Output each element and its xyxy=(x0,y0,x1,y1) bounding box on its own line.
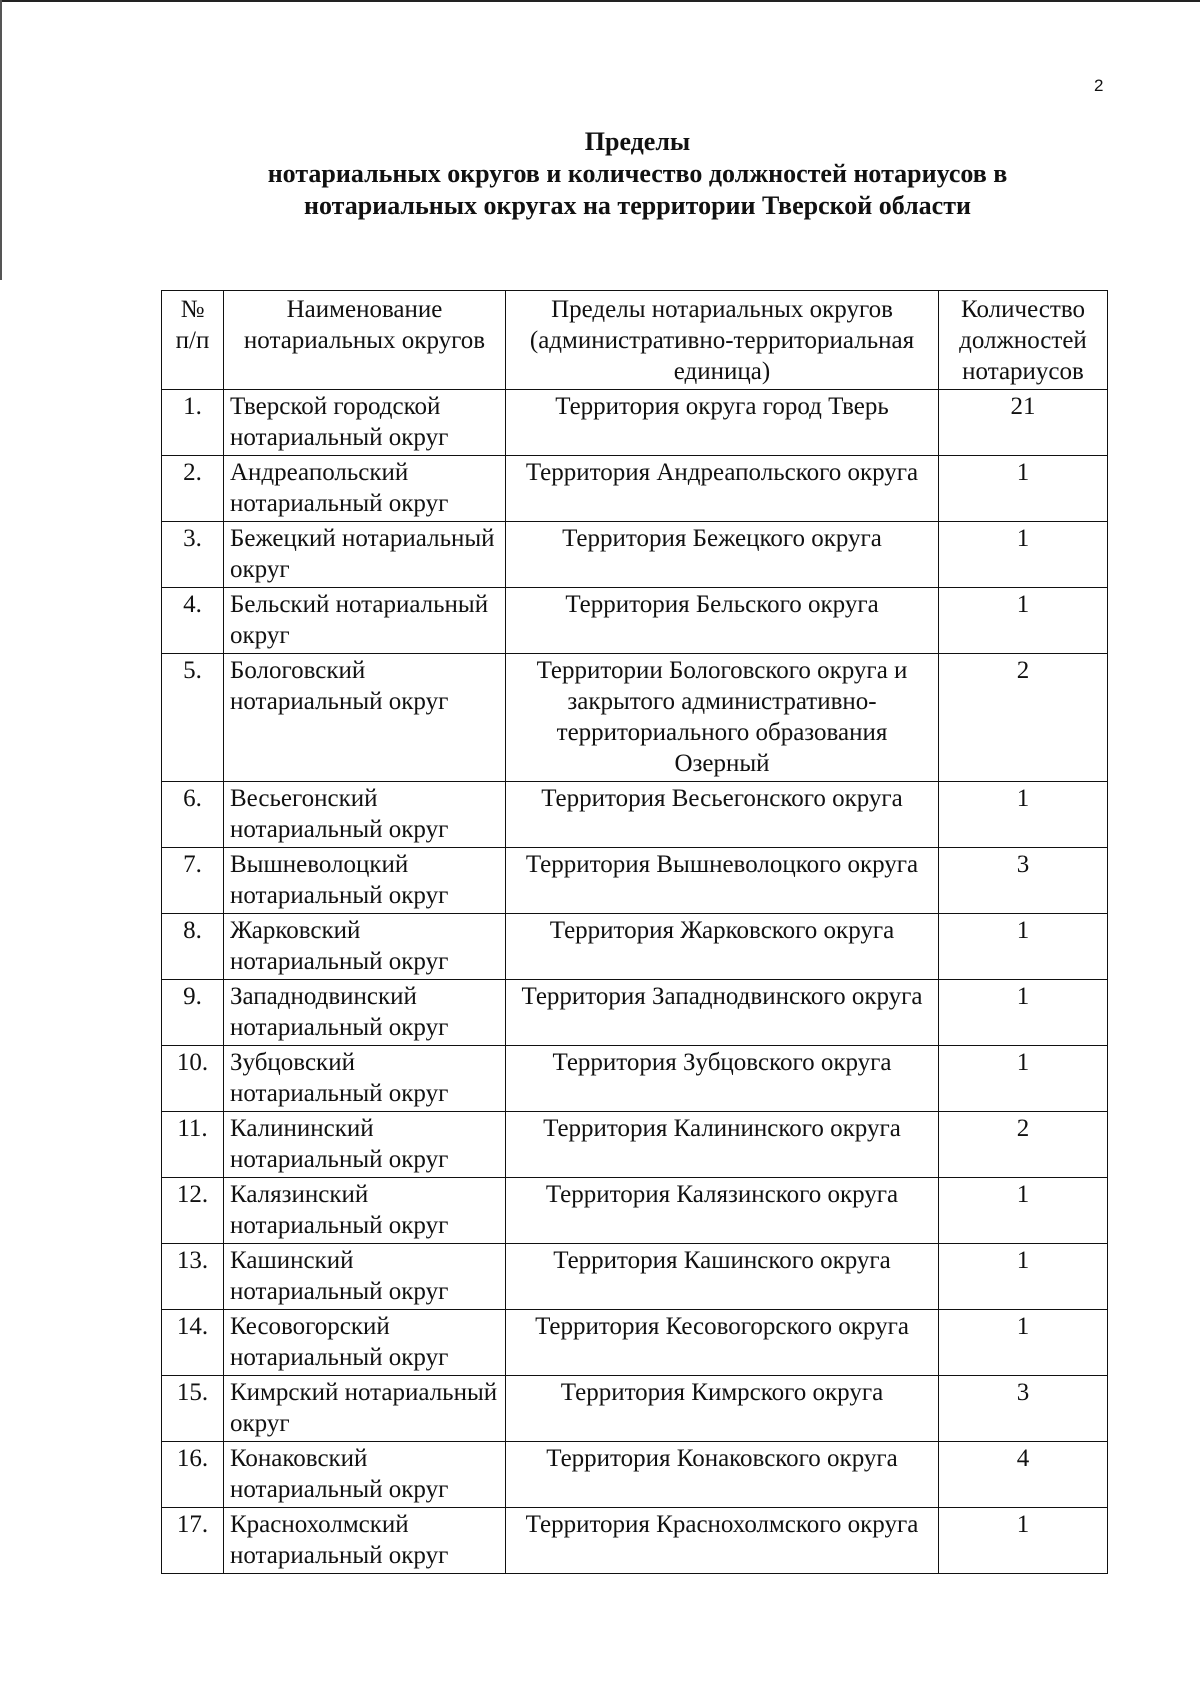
district-territory-cell: Территория Калининского округа xyxy=(506,1112,939,1178)
district-territory-cell: Территория Конаковского округа xyxy=(506,1442,939,1508)
notary-count-cell: 1 xyxy=(939,782,1108,848)
header-area: Пределы нотариальных округов (административно-территориальная единица) xyxy=(506,291,939,390)
district-name-cell: Бологовский нотариальный округ xyxy=(224,654,506,782)
row-number-cell: 5. xyxy=(162,654,224,782)
table-row xyxy=(162,654,1108,782)
table-row xyxy=(162,1376,1108,1442)
district-name-cell: Зубцовский нотариальный округ xyxy=(224,1046,506,1112)
table-header-row xyxy=(162,291,1108,390)
district-territory-cell: Территория Кимрского округа xyxy=(506,1376,939,1442)
table-row xyxy=(162,782,1108,848)
table-row xyxy=(162,588,1108,654)
title-line-2: нотариальных округов и количество должностей нотариусов в xyxy=(267,159,1008,188)
table-row xyxy=(162,914,1108,980)
row-number-cell: 15. xyxy=(162,1376,224,1442)
row-number-cell: 3. xyxy=(162,522,224,588)
document-title xyxy=(150,126,1125,222)
row-number-cell: 10. xyxy=(162,1046,224,1112)
notary-count-cell: 1 xyxy=(939,1310,1108,1376)
district-territory-cell: Территория Андреапольского округа xyxy=(506,456,939,522)
table-row xyxy=(162,1046,1108,1112)
notary-count-cell: 1 xyxy=(939,522,1108,588)
district-name-cell: Бежецкий нотариальный округ xyxy=(224,522,506,588)
district-name-cell: Кимрский нотариальный округ xyxy=(224,1376,506,1442)
district-territory-cell: Территория Калязинского округа xyxy=(506,1178,939,1244)
table-row xyxy=(162,1178,1108,1244)
notary-count-cell: 3 xyxy=(939,1376,1108,1442)
scan-edge-left xyxy=(0,0,2,280)
notary-count-cell: 1 xyxy=(939,1178,1108,1244)
notary-count-cell: 1 xyxy=(939,456,1108,522)
table-row xyxy=(162,1244,1108,1310)
row-number-cell: 1. xyxy=(162,390,224,456)
table-row xyxy=(162,1310,1108,1376)
row-number-cell: 12. xyxy=(162,1178,224,1244)
scan-edge-top xyxy=(0,0,1200,2)
district-name-cell: Бельский нотариальный округ xyxy=(224,588,506,654)
table-row xyxy=(162,522,1108,588)
table-row xyxy=(162,848,1108,914)
header-count: Количество должностей нотариусов xyxy=(939,291,1108,390)
district-territory-cell: Территория Бежецкого округа xyxy=(506,522,939,588)
district-territory-cell: Территория Весьегонского округа xyxy=(506,782,939,848)
district-territory-cell: Территория Жарковского округа xyxy=(506,914,939,980)
district-territory-cell: Территория Западнодвинского округа xyxy=(506,980,939,1046)
notary-count-cell: 3 xyxy=(939,848,1108,914)
district-name-cell: Калязинский нотариальный округ xyxy=(224,1178,506,1244)
notary-count-cell: 1 xyxy=(939,588,1108,654)
page-number: 2 xyxy=(1094,76,1104,95)
row-number-cell: 2. xyxy=(162,456,224,522)
row-number-cell: 8. xyxy=(162,914,224,980)
district-territory-cell: Территория Вышневолоцкого округа xyxy=(506,848,939,914)
notary-count-cell: 1 xyxy=(939,1508,1108,1574)
row-number-cell: 7. xyxy=(162,848,224,914)
district-territory-cell: Территория Кашинского округа xyxy=(506,1244,939,1310)
district-name-cell: Калининский нотариальный округ xyxy=(224,1112,506,1178)
notary-count-cell: 1 xyxy=(939,980,1108,1046)
district-name-cell: Весьегонский нотариальный округ xyxy=(224,782,506,848)
title-line-3: нотариальных округах на территории Тверской области xyxy=(304,191,971,220)
notary-districts-table xyxy=(161,290,1108,1574)
row-number-cell: 13. xyxy=(162,1244,224,1310)
district-name-cell: Вышневолоцкий нотариальный округ xyxy=(224,848,506,914)
notary-count-cell: 2 xyxy=(939,1112,1108,1178)
district-name-cell: Жарковский нотариальный округ xyxy=(224,914,506,980)
notary-count-cell: 1 xyxy=(939,1046,1108,1112)
table-row xyxy=(162,1442,1108,1508)
notary-count-cell: 2 xyxy=(939,654,1108,782)
district-name-cell: Конаковский нотариальный округ xyxy=(224,1442,506,1508)
row-number-cell: 6. xyxy=(162,782,224,848)
table-row xyxy=(162,1112,1108,1178)
district-territory-cell: Территория округа город Тверь xyxy=(506,390,939,456)
district-territory-cell: Территория Зубцовского округа xyxy=(506,1046,939,1112)
table-row xyxy=(162,980,1108,1046)
district-name-cell: Кашинский нотариальный округ xyxy=(224,1244,506,1310)
notary-count-cell: 1 xyxy=(939,914,1108,980)
district-name-cell: Андреапольский нотариальный округ xyxy=(224,456,506,522)
header-num: № п/п xyxy=(162,291,224,390)
district-name-cell: Тверской городской нотариальный округ xyxy=(224,390,506,456)
district-territory-cell: Территория Краснохолмского округа xyxy=(506,1508,939,1574)
table-body xyxy=(162,390,1108,1574)
table-row xyxy=(162,456,1108,522)
table-row xyxy=(162,1508,1108,1574)
district-territory-cell: Территории Бологовского округа и закрытого административно-территориального образования Озерный xyxy=(506,654,939,782)
notary-count-cell: 1 xyxy=(939,1244,1108,1310)
notary-count-cell: 21 xyxy=(939,390,1108,456)
row-number-cell: 14. xyxy=(162,1310,224,1376)
title-line-1: Пределы xyxy=(584,127,691,156)
district-name-cell: Западнодвинский нотариальный округ xyxy=(224,980,506,1046)
district-name-cell: Кесовогорский нотариальный округ xyxy=(224,1310,506,1376)
district-territory-cell: Территория Кесовогорского округа xyxy=(506,1310,939,1376)
row-number-cell: 11. xyxy=(162,1112,224,1178)
table-row xyxy=(162,390,1108,456)
row-number-cell: 17. xyxy=(162,1508,224,1574)
district-territory-cell: Территория Бельского округа xyxy=(506,588,939,654)
district-name-cell: Краснохолмский нотариальный округ xyxy=(224,1508,506,1574)
row-number-cell: 16. xyxy=(162,1442,224,1508)
row-number-cell: 4. xyxy=(162,588,224,654)
notary-count-cell: 4 xyxy=(939,1442,1108,1508)
header-name: Наименование нотариальных округов xyxy=(224,291,506,390)
row-number-cell: 9. xyxy=(162,980,224,1046)
